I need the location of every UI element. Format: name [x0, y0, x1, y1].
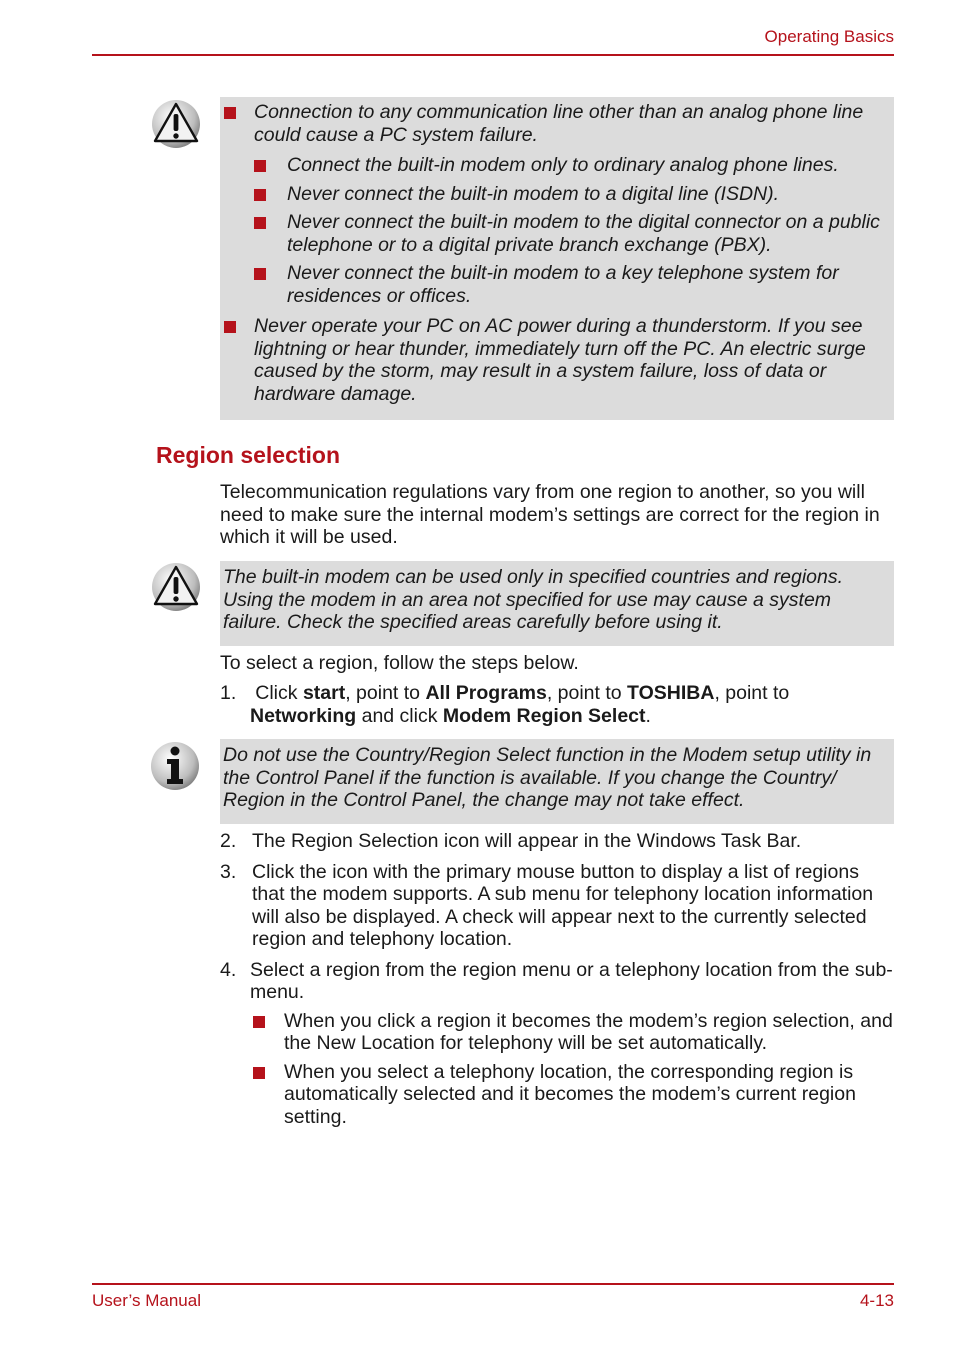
caution-subitem-text: Never connect the built-in modem to the digital connector on a public telephone or to a digital private branch exchange (PBX).: [287, 211, 880, 256]
list-item: [254, 262, 886, 307]
step-subitem-text: When you click a region it becomes the modem’s region selection, and the New Location for telephony will be set automatically.: [284, 1009, 893, 1054]
step-subitem-text: When you select a telephony location, the corresponding region is automatically selected and it becomes the modem’s current region setting.: [284, 1060, 856, 1128]
list-item: [250, 1061, 894, 1129]
caution-icon: [151, 99, 201, 149]
step-bold: start: [302, 682, 346, 704]
caution-item-text: Never operate your PC on AC power during a thunderstorm. If you see lightning or hear thunder, immediately turn off the PC. An electric surge caused by the storm, may result in a system failure, loss of data or hardware damage.: [254, 315, 866, 405]
list-item: [220, 830, 894, 853]
step-number: 1.: [220, 682, 237, 704]
step-bold: Modem Region Select: [442, 704, 646, 727]
step-bold: TOSHIBA: [627, 682, 715, 704]
caution-icon: [151, 562, 201, 612]
list-item: [220, 861, 894, 951]
page-number: 4-13: [859, 1291, 894, 1310]
list-item: [220, 315, 886, 405]
list-item: [254, 154, 886, 177]
list-item: [254, 183, 886, 206]
step-text: and click: [356, 704, 443, 727]
step-bold: All Programs: [425, 682, 547, 704]
list-item: [220, 101, 886, 307]
info-note-box: Do not use the Country/Region Select function in the Modem setup utility in the Control Panel if the function is available. If you change the Country/ Region in the Control Panel, the change may not take effect.: [220, 739, 894, 824]
bullet: [254, 217, 266, 229]
bullet: [253, 1067, 265, 1079]
list-item: [250, 1010, 894, 1055]
step-text: , point to: [546, 682, 628, 704]
header-rule: [92, 54, 894, 56]
step-text: The Region Selection icon will appear in the Windows Task Bar.: [252, 830, 802, 852]
step-text: Select a region from the region menu or a telephony location from the sub-menu.: [250, 958, 893, 1003]
step-number: 3.: [220, 860, 237, 883]
step-text: Click the icon with the primary mouse button to display a list of regions that the modem supports. A sub menu for telephony location information will also be displayed. A check will appear next to the currently selected region and telephony location.: [252, 860, 874, 950]
step-text: Click: [255, 682, 303, 704]
step-1: [220, 682, 894, 727]
caution-subitem-text: Never connect the built-in modem to a key telephone system for residences or offices.: [287, 262, 839, 307]
bullet: [254, 160, 266, 172]
footer-manual-label: User’s Manual: [92, 1291, 201, 1310]
caution-item-text: Connection to any communication line other than an analog phone line could cause a PC system failure.: [254, 101, 864, 146]
list-item: [254, 211, 886, 256]
info-icon: [150, 741, 200, 791]
step-text: .: [645, 704, 651, 727]
bullet: [254, 268, 266, 280]
bullet: [224, 107, 236, 119]
footer-rule: [92, 1283, 894, 1285]
bullet: [254, 189, 266, 201]
steps-list: [220, 830, 894, 1128]
section-heading: Region selection: [156, 442, 341, 468]
step-number: 4.: [220, 958, 237, 981]
step-text: , point to: [714, 682, 790, 704]
steps-intro: To select a region, follow the steps below.: [220, 652, 579, 674]
bullet: [253, 1016, 265, 1028]
list-item: [220, 959, 894, 1129]
step-number: 2.: [220, 830, 237, 852]
header-title: Operating Basics: [764, 27, 894, 46]
caution-subitem-text: Connect the built-in modem only to ordinary analog phone lines.: [287, 154, 839, 176]
step-text: , point to: [345, 682, 426, 704]
section-intro: Telecommunication regulations vary from one region to another, so you will need to make sure the internal modem’s settings are correct for the region in which it will be used.: [220, 481, 880, 548]
bullet: [224, 321, 236, 333]
caution-box-2: The built-in modem can be used only in specified countries and regions. Using the modem in an area not specified for use may cause a system failure. Check the specified areas carefully before using it.: [220, 561, 894, 646]
caution-subitem-text: Never connect the built-in modem to a digital line (ISDN).: [287, 182, 780, 205]
step-bold: Networking: [250, 704, 357, 727]
caution-box-1: [220, 97, 894, 420]
